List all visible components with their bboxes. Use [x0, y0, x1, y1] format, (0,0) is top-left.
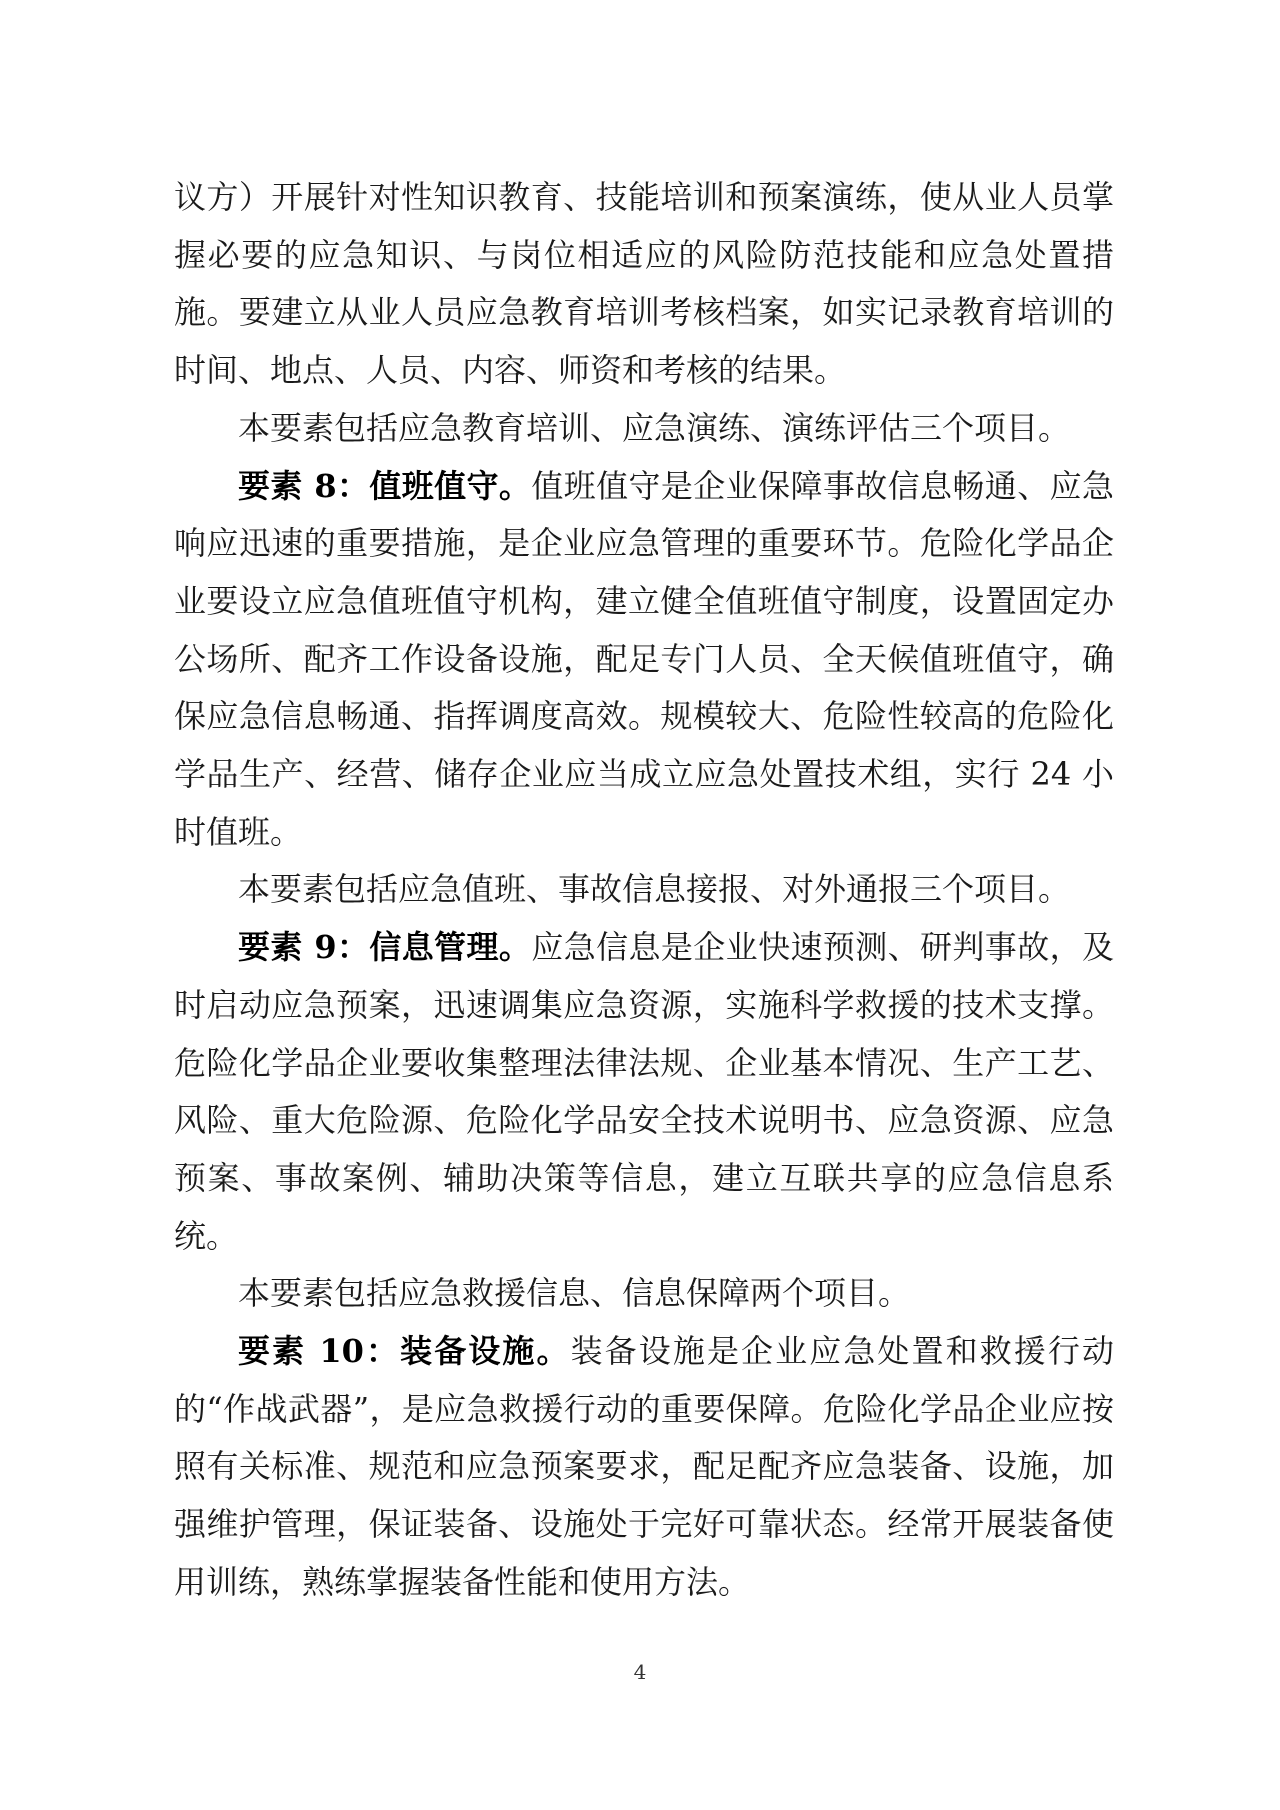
- page-number: 4: [633, 1660, 647, 1684]
- element-8-text: 值班值守是企业保障事故信息畅通、应急响应迅速的重要措施，是企业应急管理的重要环节。危险化学品企业要设立应急值班值守机构，建立健全值班值守制度，设置固定办公场所、配齐工作设备设施，配足专门人员、全天候值班值守，确保应急信息畅通、指挥调度高效。规模较大、危险性较高的危险化学品生产、经营、储存企业应当成立应急处置技术组，实行 24 小时值班。: [174, 466, 1114, 851]
- document-body: [174, 169, 1114, 1612]
- paragraph-element-8: [174, 458, 1114, 862]
- element-10-heading: 要素 10：装备设施。: [238, 1332, 571, 1371]
- element-9-text: 应急信息是企业快速预测、研判事故，及时启动应急预案，迅速调集应急资源，实施科学救援的技术支撑。危险化学品企业要收集整理法律法规、企业基本情况、生产工艺、风险、重大危险源、危险化学品安全技术说明书、应急资源、应急预案、事故案例、辅助决策等信息，建立互联共享的应急信息系统。: [174, 928, 1114, 1255]
- paragraph-element-8-items: 本要素包括应急值班、事故信息接报、对外通报三个项目。: [238, 870, 1071, 909]
- paragraph-training-continuation: 议方）开展针对性知识教育、技能培训和预案演练，使从业人员掌握必要的应急知识、与岗位相适应的风险防范技能和应急处置措施。要建立从业人员应急教育培训考核档案，如实记录教育培训的时间、地点、人员、内容、师资和考核的结果。: [174, 178, 1114, 390]
- element-8-heading: 要素 8：值班值守。: [238, 466, 532, 505]
- paragraph-element-9: [174, 919, 1114, 1265]
- paragraph-training-items: 本要素包括应急教育培训、应急演练、演练评估三个项目。: [238, 408, 1071, 447]
- element-9-heading: 要素 9：信息管理。: [238, 928, 532, 967]
- paragraph-element-9-items: 本要素包括应急救援信息、信息保障两个项目。: [238, 1274, 911, 1313]
- paragraph-element-10: [174, 1323, 1114, 1612]
- element-10-text: 装备设施是企业应急处置和救援行动的“作战武器”，是应急救援行动的重要保障。危险化学品企业应按照有关标准、规范和应急预案要求，配足配齐应急装备、设施，加强维护管理，保证装备、设施处于完好可靠状态。经常开展装备使用训练，熟练掌握装备性能和使用方法。: [174, 1332, 1114, 1601]
